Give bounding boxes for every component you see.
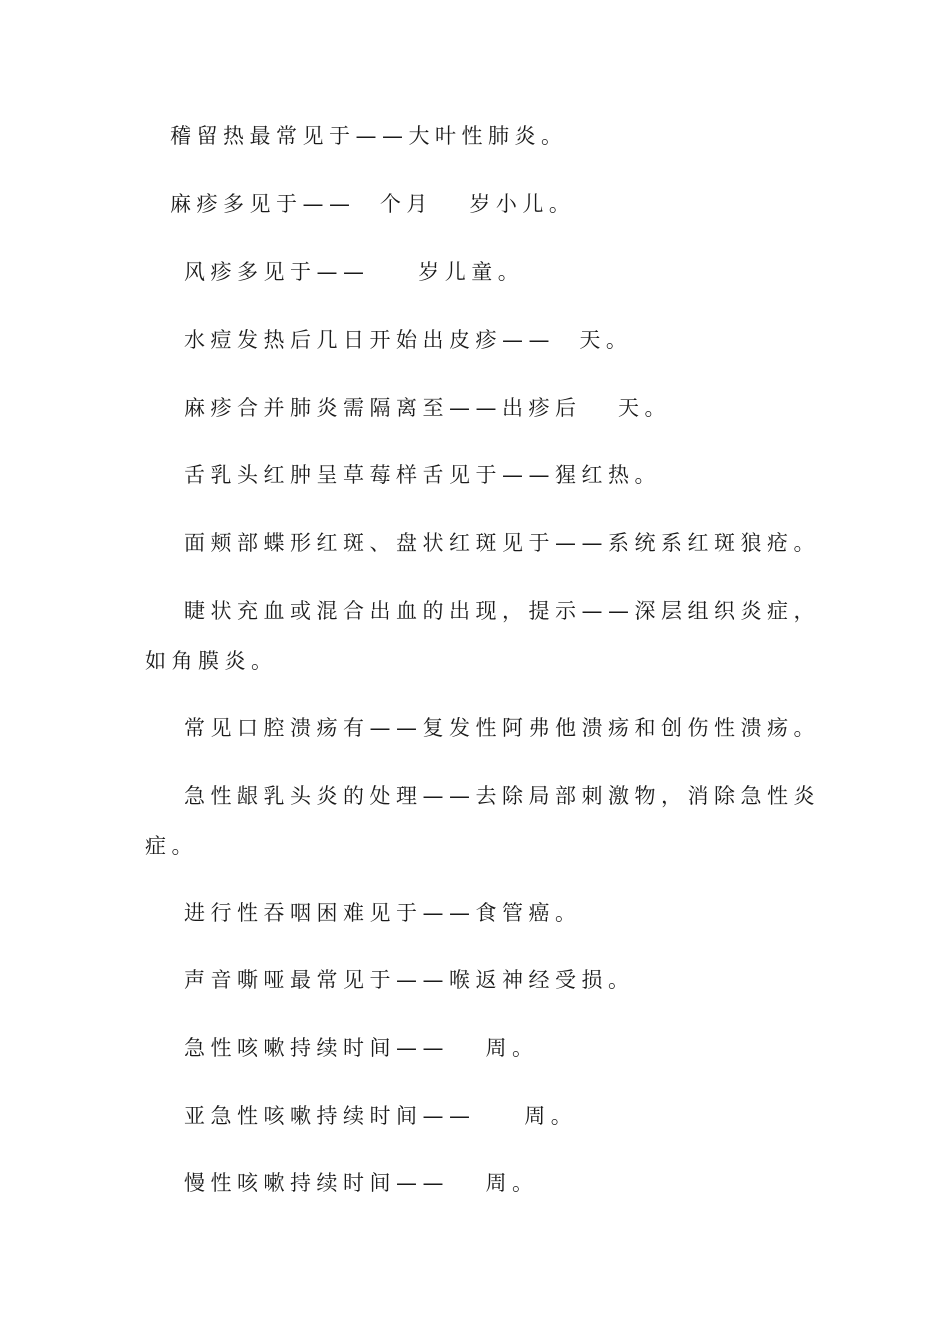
text-line: 睫状充血或混合出血的出现，提示——深层组织炎症， xyxy=(184,599,820,623)
text-line: 风疹多见于—— 岁儿童。 xyxy=(184,260,525,284)
text-line: 亚急性咳嗽持续时间—— 周。 xyxy=(184,1104,578,1128)
text-line: 水痘发热后几日开始出皮疹—— 天。 xyxy=(184,328,633,352)
text-line: 舌乳头红肿呈草莓样舌见于——猩红热。 xyxy=(184,463,661,487)
text-line: 进行性吞咽困难见于——食管癌。 xyxy=(184,901,582,925)
text-line: 急性龈乳头炎的处理——去除局部刺激物，消除急性炎 xyxy=(184,784,820,808)
text-line: 声音嘶哑最常见于——喉返神经受损。 xyxy=(184,968,635,992)
text-line: 麻疹多见于—— 个月 岁小儿。 xyxy=(170,192,576,216)
text-line: 麻疹合并肺炎需隔离至——出疹后 天。 xyxy=(184,396,672,420)
text-line: 慢性咳嗽持续时间—— 周。 xyxy=(184,1171,539,1195)
text-line: 如角膜炎。 xyxy=(145,649,278,673)
text-line: 面颊部蝶形红斑、盘状红斑见于——系统系红斑狼疮。 xyxy=(184,531,820,555)
text-line: 常见口腔溃疡有——复发性阿弗他溃疡和创伤性溃疡。 xyxy=(184,716,820,740)
text-line: 急性咳嗽持续时间—— 周。 xyxy=(184,1036,539,1060)
text-line: 稽留热最常见于——大叶性肺炎。 xyxy=(170,124,568,148)
text-line: 症。 xyxy=(145,834,198,858)
